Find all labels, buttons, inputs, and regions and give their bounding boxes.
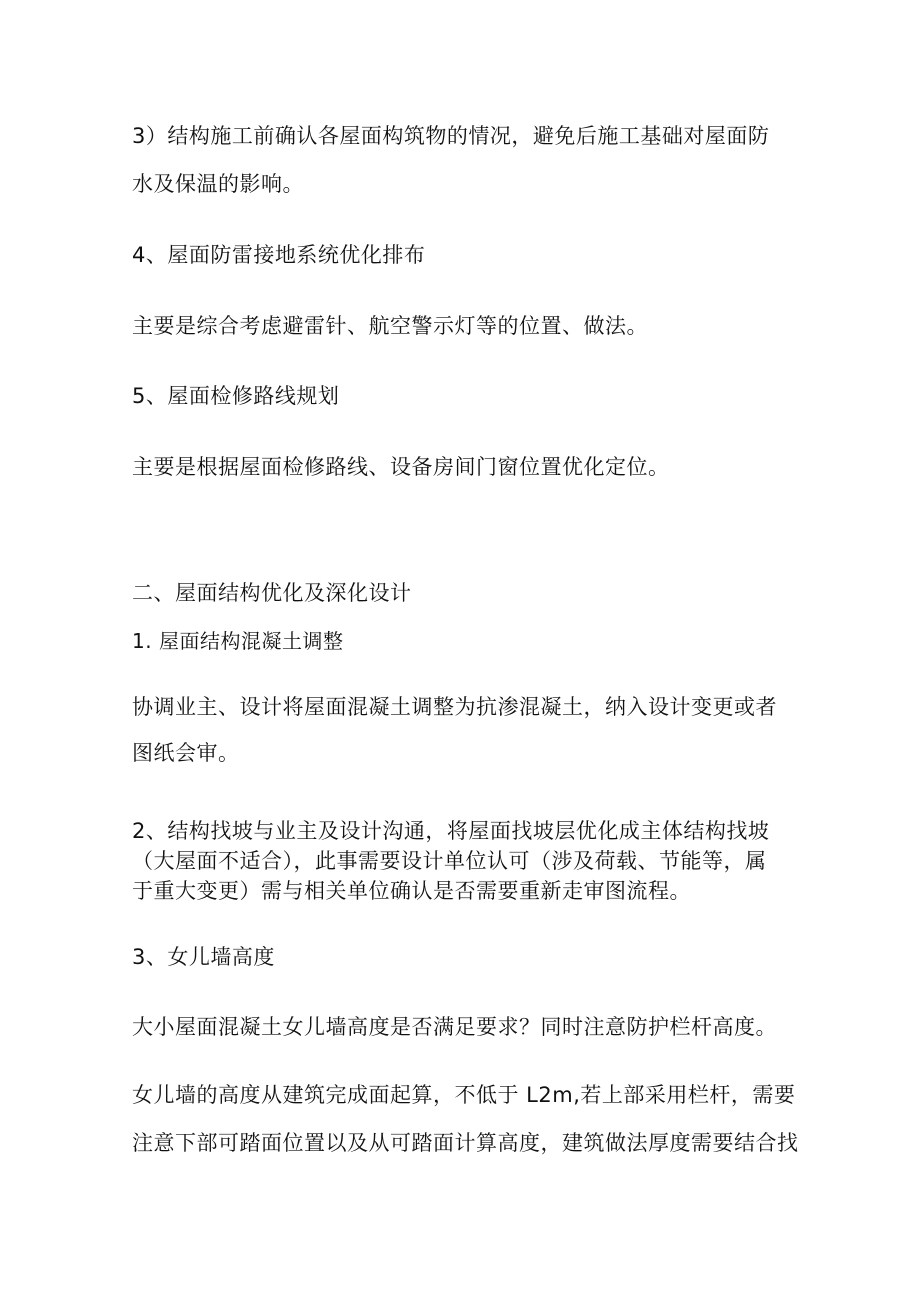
heading-4: 4、屋面防雷接地系统优化排布: [132, 243, 426, 267]
heading-5: 5、屋面检修路线规划: [132, 384, 340, 408]
paragraph-3-line-1: 3）结构施工前确认各屋面构筑物的情况，避免后施工基础对屋面防: [132, 124, 770, 148]
subsection-2-2-line-3: 于重大变更）需与相关单位确认是否需要重新走审图流程。: [132, 879, 691, 903]
subsection-2-2-line-1: 2、结构找坡与业主及设计沟通，将屋面找坡层优化成主体结构找坡: [132, 819, 770, 843]
subsection-2-3-paragraph-1: 大小屋面混凝土女儿墙高度是否满足要求？同时注意防护栏杆高度。: [132, 1015, 777, 1039]
paragraph-5: 主要是根据屋面检修路线、设备房间门窗位置优化定位。: [132, 455, 670, 479]
subsection-2-3-paragraph-2-line-2: 注意下部可踏面位置以及从可踏面计算高度，建筑做法厚度需要结合找: [132, 1131, 799, 1155]
paragraph-4: 主要是综合考虑避雷针、航空警示灯等的位置、做法。: [132, 314, 648, 338]
subsection-2-2-line-2: （大屋面不适合），此事需要设计单位认可（涉及荷载、节能等，属: [132, 849, 767, 873]
section-2-heading: 二、屋面结构优化及深化设计: [132, 581, 412, 605]
subsection-2-1-line-2: 图纸会审。: [132, 741, 240, 765]
subsection-2-3-paragraph-2-line-1: 女儿墙的高度从建筑完成面起算，不低于 L2m,若上部采用栏杆，需要: [132, 1083, 796, 1107]
subsection-2-1-line-1: 协调业主、设计将屋面混凝土调整为抗渗混凝土，纳入设计变更或者: [132, 695, 777, 719]
subsection-2-1-heading: 1. 屋面结构混凝土调整: [132, 629, 344, 653]
paragraph-3-line-2: 水及保温的影响。: [132, 172, 304, 196]
subsection-2-3-heading: 3、女儿墙高度: [132, 945, 275, 969]
